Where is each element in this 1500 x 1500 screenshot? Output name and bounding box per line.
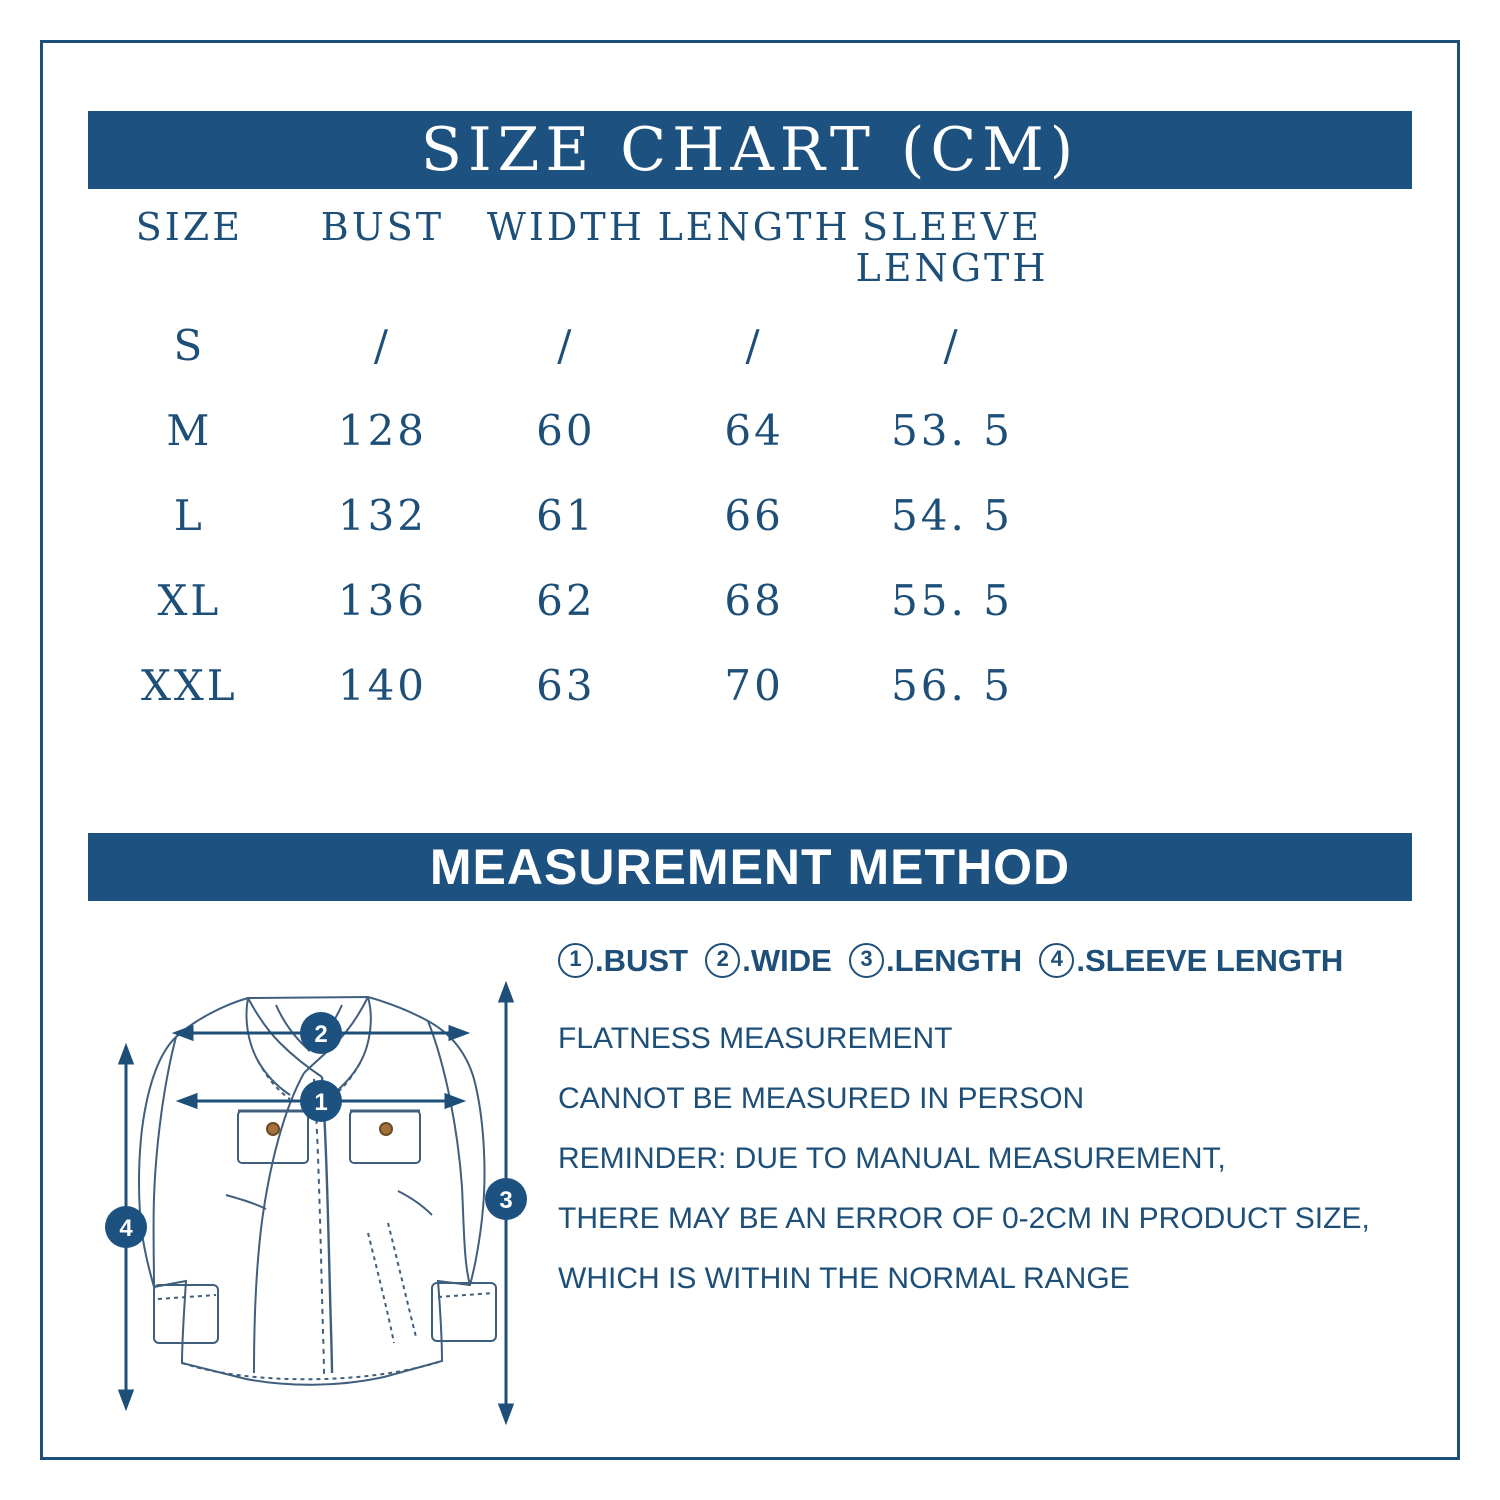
measurement-method-section (88, 923, 1412, 1427)
table-header-row (88, 203, 1053, 303)
cell-bust: 140 (337, 661, 428, 711)
legend-label-sleeve-length: .SLEEVE LENGTH (1076, 943, 1344, 978)
table-row (88, 303, 1053, 388)
svg-text:4: 4 (119, 1215, 133, 1242)
cell-size: M (166, 406, 213, 456)
cell-width: 63 (536, 661, 596, 711)
cell-sleeve-length: 56. 5 (891, 661, 1013, 711)
cell-sleeve-length: 54. 5 (891, 491, 1013, 541)
note-line: WHICH IS WITHIN THE NORMAL RANGE (558, 1262, 1130, 1296)
jacket-diagram (98, 933, 528, 1433)
cell-length: 68 (724, 576, 784, 626)
column-header-size: SIZE (135, 205, 243, 249)
table-row (88, 388, 1053, 473)
legend-label-wide: .WIDE (742, 943, 832, 978)
svg-text:1: 1 (314, 1089, 328, 1116)
cell-size: S (173, 321, 206, 371)
sleeve-header-line-2: LENGTH (855, 246, 1049, 291)
legend-label-length: .LENGTH (886, 943, 1023, 978)
cell-sleeve-length: 53. 5 (891, 406, 1013, 456)
measurement-text-block (558, 943, 1412, 1324)
cell-bust: 132 (337, 491, 428, 541)
cell-width: 60 (536, 406, 596, 456)
cell-length: 66 (724, 491, 784, 541)
legend-label-bust: .BUST (595, 943, 688, 978)
note-line: FLATNESS MEASUREMENT (558, 1022, 953, 1056)
cell-size: XXL (141, 661, 238, 711)
measurement-method-title-banner: MEASUREMENT METHOD (88, 833, 1412, 901)
jacket-illustration-icon (98, 933, 528, 1433)
cell-sleeve-length: 55. 5 (891, 576, 1013, 626)
svg-text:2: 2 (314, 1021, 328, 1048)
cell-width: 61 (536, 491, 596, 541)
column-header-length: LENGTH (657, 205, 851, 249)
cell-bust: / (373, 321, 391, 371)
size-chart-table (88, 203, 1053, 728)
page-frame (40, 40, 1460, 1460)
column-header-width: WIDTH (486, 205, 645, 249)
legend-marker-1-icon: 1 (558, 943, 593, 978)
cell-length: 70 (724, 661, 784, 711)
note-line: CANNOT BE MEASURED IN PERSON (558, 1082, 1085, 1116)
note-line: THERE MAY BE AN ERROR OF 0-2CM IN PRODUCT SIZE, (558, 1202, 1370, 1236)
cell-length: / (745, 321, 763, 371)
svg-text:3: 3 (499, 1187, 513, 1214)
legend-marker-3-icon: 3 (849, 943, 884, 978)
legend-marker-4-icon: 4 (1039, 943, 1074, 978)
cell-size: L (173, 491, 205, 541)
table-row (88, 473, 1053, 558)
cell-size: XL (157, 576, 222, 626)
column-header-bust: BUST (320, 205, 445, 249)
cell-width: 62 (536, 576, 596, 626)
column-header-sleeve-length (851, 203, 1054, 303)
table-row (88, 558, 1053, 643)
measurement-legend (558, 943, 1412, 980)
sleeve-header-line-1: SLEEVE (862, 205, 1042, 249)
cell-bust: 136 (337, 576, 428, 626)
cell-bust: 128 (337, 406, 428, 456)
table-row (88, 643, 1053, 728)
cell-width: / (557, 321, 575, 371)
cell-length: 64 (724, 406, 784, 456)
cell-sleeve-length: / (943, 321, 961, 371)
size-chart-title-banner: SIZE CHART (CM) (88, 111, 1412, 189)
legend-marker-2-icon: 2 (705, 943, 740, 978)
note-line: REMINDER: DUE TO MANUAL MEASUREMENT, (558, 1142, 1226, 1176)
